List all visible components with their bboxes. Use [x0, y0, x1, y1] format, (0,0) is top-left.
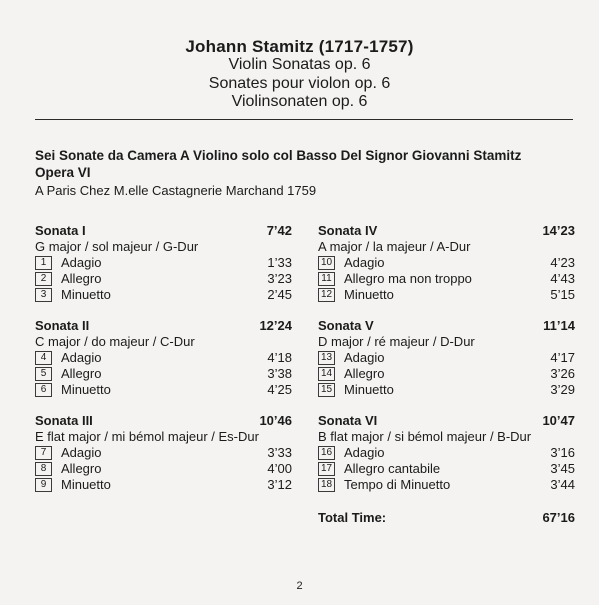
- track-number: 9: [35, 478, 52, 492]
- sonata-title: Sonata I: [35, 223, 86, 238]
- edition-title-line1: Sei Sonate da Camera A Violino solo col Basso Del Signor Giovanni Stamitz: [35, 148, 522, 163]
- page-number: 2: [296, 580, 303, 592]
- track-name: Adagio: [344, 350, 385, 365]
- track-number: 18: [318, 478, 335, 492]
- track-number: 16: [318, 446, 335, 460]
- sonata-total-duration: 11’14: [543, 318, 575, 333]
- track-name: Allegro cantabile: [344, 461, 441, 476]
- track-number: 3: [35, 288, 52, 302]
- sonata-title: Sonata II: [35, 318, 90, 333]
- track-row: [318, 461, 575, 477]
- header: [0, 37, 599, 112]
- track-number: 15: [318, 383, 335, 397]
- track-duration: 3’12: [267, 477, 292, 492]
- track-number: 4: [35, 351, 52, 365]
- track-name: Minuetto: [61, 287, 111, 302]
- track-row: [35, 350, 292, 366]
- sonata-key: A major / la majeur / A-Dur: [318, 239, 471, 254]
- sonata-key: E flat major / mi bémol majeur / Es-Dur: [35, 429, 259, 444]
- track-row: [318, 445, 575, 461]
- sonata-title: Sonata V: [318, 318, 374, 333]
- sonata-block: [35, 317, 292, 412]
- track-row: [35, 477, 292, 493]
- track-name: Allegro: [61, 366, 102, 381]
- track-number: 5: [35, 367, 52, 381]
- sonata-total-duration: 14’23: [542, 223, 575, 238]
- track-number: 10: [318, 256, 335, 270]
- track-number: 1: [35, 256, 52, 270]
- track-name: Allegro: [61, 461, 102, 476]
- edition-publisher: A Paris Chez M.elle Castagnerie Marchand 1759: [35, 183, 317, 198]
- track-name: Adagio: [61, 350, 102, 365]
- track-duration: 3’33: [267, 445, 292, 460]
- header-divider: [35, 119, 573, 120]
- sonata-total-duration: 10’47: [542, 413, 575, 428]
- track-row: [35, 445, 292, 461]
- track-row: [318, 271, 575, 287]
- sonata-header: [318, 222, 575, 239]
- track-duration: 4’25: [267, 382, 292, 397]
- sonata-key: C major / do majeur / C-Dur: [35, 334, 195, 349]
- track-number: 11: [318, 272, 335, 286]
- track-row: [35, 382, 292, 398]
- track-name: Minuetto: [344, 382, 394, 397]
- track-row: [35, 366, 292, 382]
- sonata-total-duration: 12’24: [259, 318, 292, 333]
- track-row: [318, 366, 575, 382]
- track-duration: 3’26: [550, 366, 575, 381]
- track-duration: 4’23: [550, 255, 575, 270]
- track-row: [318, 477, 575, 493]
- sonata-title: Sonata IV: [318, 223, 378, 238]
- sonata-title: Sonata VI: [318, 413, 378, 428]
- track-duration: 3’23: [267, 271, 292, 286]
- sonata-block: [318, 317, 575, 412]
- left-column: [35, 222, 292, 507]
- sonata-key: B flat major / si bémol majeur / B-Dur: [318, 429, 532, 444]
- track-duration: 1’33: [267, 255, 292, 270]
- subtitle-english: Violin Sonatas op. 6: [228, 56, 371, 73]
- track-number: 6: [35, 383, 52, 397]
- composer-title: Johann Stamitz (1717-1757): [185, 37, 414, 56]
- track-duration: 4’00: [267, 461, 292, 476]
- sonata-header: [35, 412, 292, 429]
- sonata-key: G major / sol majeur / G-Dur: [35, 239, 199, 254]
- track-number: 13: [318, 351, 335, 365]
- track-row: [318, 382, 575, 398]
- sonata-header: [35, 317, 292, 334]
- track-row: [318, 350, 575, 366]
- track-name: Adagio: [344, 445, 385, 460]
- track-duration: 3’29: [550, 382, 575, 397]
- sonata-key: D major / ré majeur / D-Dur: [318, 334, 475, 349]
- right-column: [318, 222, 575, 526]
- subtitle-french: Sonates pour violon op. 6: [208, 74, 391, 92]
- track-duration: 2’45: [267, 287, 292, 302]
- track-row: [35, 255, 292, 271]
- sonata-header: [318, 317, 575, 334]
- track-row: [35, 271, 292, 287]
- track-name: Allegro ma non troppo: [344, 271, 472, 286]
- track-name: Adagio: [61, 255, 102, 270]
- track-name: Adagio: [61, 445, 102, 460]
- total-time-value: 67’16: [542, 510, 575, 525]
- sonata-block: [35, 412, 292, 507]
- track-duration: 3’16: [550, 445, 575, 460]
- track-row: [35, 287, 292, 303]
- track-number: 7: [35, 446, 52, 460]
- sonata-header: [35, 222, 292, 239]
- track-name: Minuetto: [344, 287, 394, 302]
- sonata-block: [318, 222, 575, 317]
- edition-info: [35, 147, 575, 199]
- track-name: Tempo di Minuetto: [344, 477, 451, 492]
- track-name: Allegro: [344, 366, 385, 381]
- track-name: Adagio: [344, 255, 385, 270]
- sonata-total-duration: 7’42: [266, 223, 292, 238]
- track-duration: 4’43: [550, 271, 575, 286]
- track-duration: 3’44: [550, 477, 575, 492]
- track-name: Minuetto: [61, 382, 111, 397]
- track-name: Allegro: [61, 271, 102, 286]
- total-time: [318, 509, 575, 526]
- track-row: [318, 255, 575, 271]
- track-duration: 3’45: [550, 461, 575, 476]
- edition-title-line2: Opera VI: [35, 165, 91, 180]
- track-number: 14: [318, 367, 335, 381]
- track-number: 2: [35, 272, 52, 286]
- subtitle-german: Violinsonaten op. 6: [231, 93, 368, 110]
- track-number: 12: [318, 288, 335, 302]
- track-duration: 5’15: [550, 287, 575, 302]
- track-duration: 4’17: [550, 350, 575, 365]
- right-sonatas: [318, 222, 575, 507]
- sonata-header: [318, 412, 575, 429]
- track-name: Minuetto: [61, 477, 111, 492]
- sonata-block: [318, 412, 575, 507]
- track-row: [35, 461, 292, 477]
- track-duration: 3’38: [267, 366, 292, 381]
- track-duration: 4’18: [267, 350, 292, 365]
- track-number: 8: [35, 462, 52, 476]
- total-time-label: Total Time:: [318, 510, 387, 525]
- sonata-total-duration: 10’46: [259, 413, 292, 428]
- track-number: 17: [318, 462, 335, 476]
- sonata-title: Sonata III: [35, 413, 93, 428]
- sonata-block: [35, 222, 292, 317]
- track-row: [318, 287, 575, 303]
